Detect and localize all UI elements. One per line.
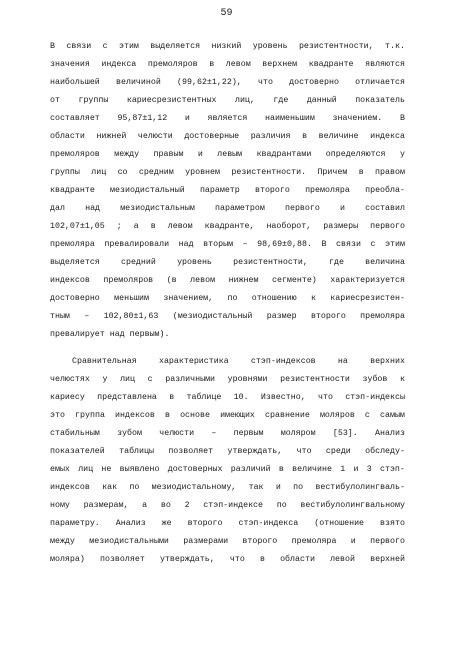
text-line: премоляра превалировали над вторым – 98,69±0,88. В связи с этим <box>50 240 405 249</box>
text-line: В связи с этим выделяется низкий уровень резистентности, т.к. <box>50 42 405 51</box>
text-line: значения индекса премоляров в левом верхнем квадранте являются <box>50 60 405 69</box>
text-line: стабильным зубом челюсти – первым моляром [53]. Анализ <box>50 429 405 438</box>
text-line: индексов премоляров (в левом нижнем сегменте) характеризуется <box>50 276 405 285</box>
text-line: индексов как по мезиодистальному, так и по вестибулолингваль- <box>50 483 405 492</box>
text-line: между мезиодистальными размерами второго премоляра и первого <box>50 537 405 546</box>
text-line: выделяется средний уровень резистентности, где величина <box>50 258 405 267</box>
page-number: 59 <box>220 8 233 19</box>
text-line: Сравнительная характеристика стэп-индексов на верхних <box>72 357 405 366</box>
text-line: составляет 95,87±1,12 и является наименьшим значением. В <box>50 114 405 123</box>
text-line: моляра) позволяет утверждать, что в области левой верхней <box>50 555 405 564</box>
paragraph-gap <box>50 344 405 353</box>
text-line: группы лиц со средним уровнем резистентности. Причем в правом <box>50 168 405 177</box>
text-line: параметру. Анализ же второго стэп-индекса (отношение взято <box>50 519 405 528</box>
text-line: емых лиц не выявлено достоверных различий в величине 1 и 3 стэп- <box>50 465 405 474</box>
text-line: премоляров между правым и левым квадрантами определяются у <box>50 150 405 159</box>
text-line: челюстях у лиц с различными уровнями резистентности зубов к <box>50 375 405 384</box>
text-line: превалирует над первым). <box>50 330 170 339</box>
text-line: достоверно меньшим значением, по отношению к кариесрезистен- <box>50 294 405 303</box>
text-line: это группа индексов в основе имеющих сравнение моляров с самым <box>50 411 405 420</box>
text-line: наибольшей величиной (99,62±1,22), что достоверно отличается <box>50 78 405 87</box>
text-line: от группы кариесрезистентных лиц, где данный показатель <box>50 96 405 105</box>
text-line: ному размерам, а во 2 стэп-индексе по вестибулолингвальному <box>50 501 405 510</box>
text-line: области нижней челюсти достоверные различия в величине индекса <box>50 132 405 141</box>
text-line: показателей таблицы позволяет утверждать, что среди обследу- <box>50 447 405 456</box>
text-line: 102,07±1,05 ; а в левом квадранте, наоборот, размеры первого <box>50 222 405 231</box>
text-line: тным – 102,80±1,63 (мезиодистальный размер второго премоляра <box>50 312 405 321</box>
text-line: дал над мезиодистальным параметром первого и составил <box>50 204 405 213</box>
text-line: квадранте мезиодистальный параметр второго премоляра преобла- <box>50 186 405 195</box>
text-line: кариесу представлена в таблице 10. Известно, что стэп-индексы <box>50 393 405 402</box>
body-text <box>50 38 405 569</box>
